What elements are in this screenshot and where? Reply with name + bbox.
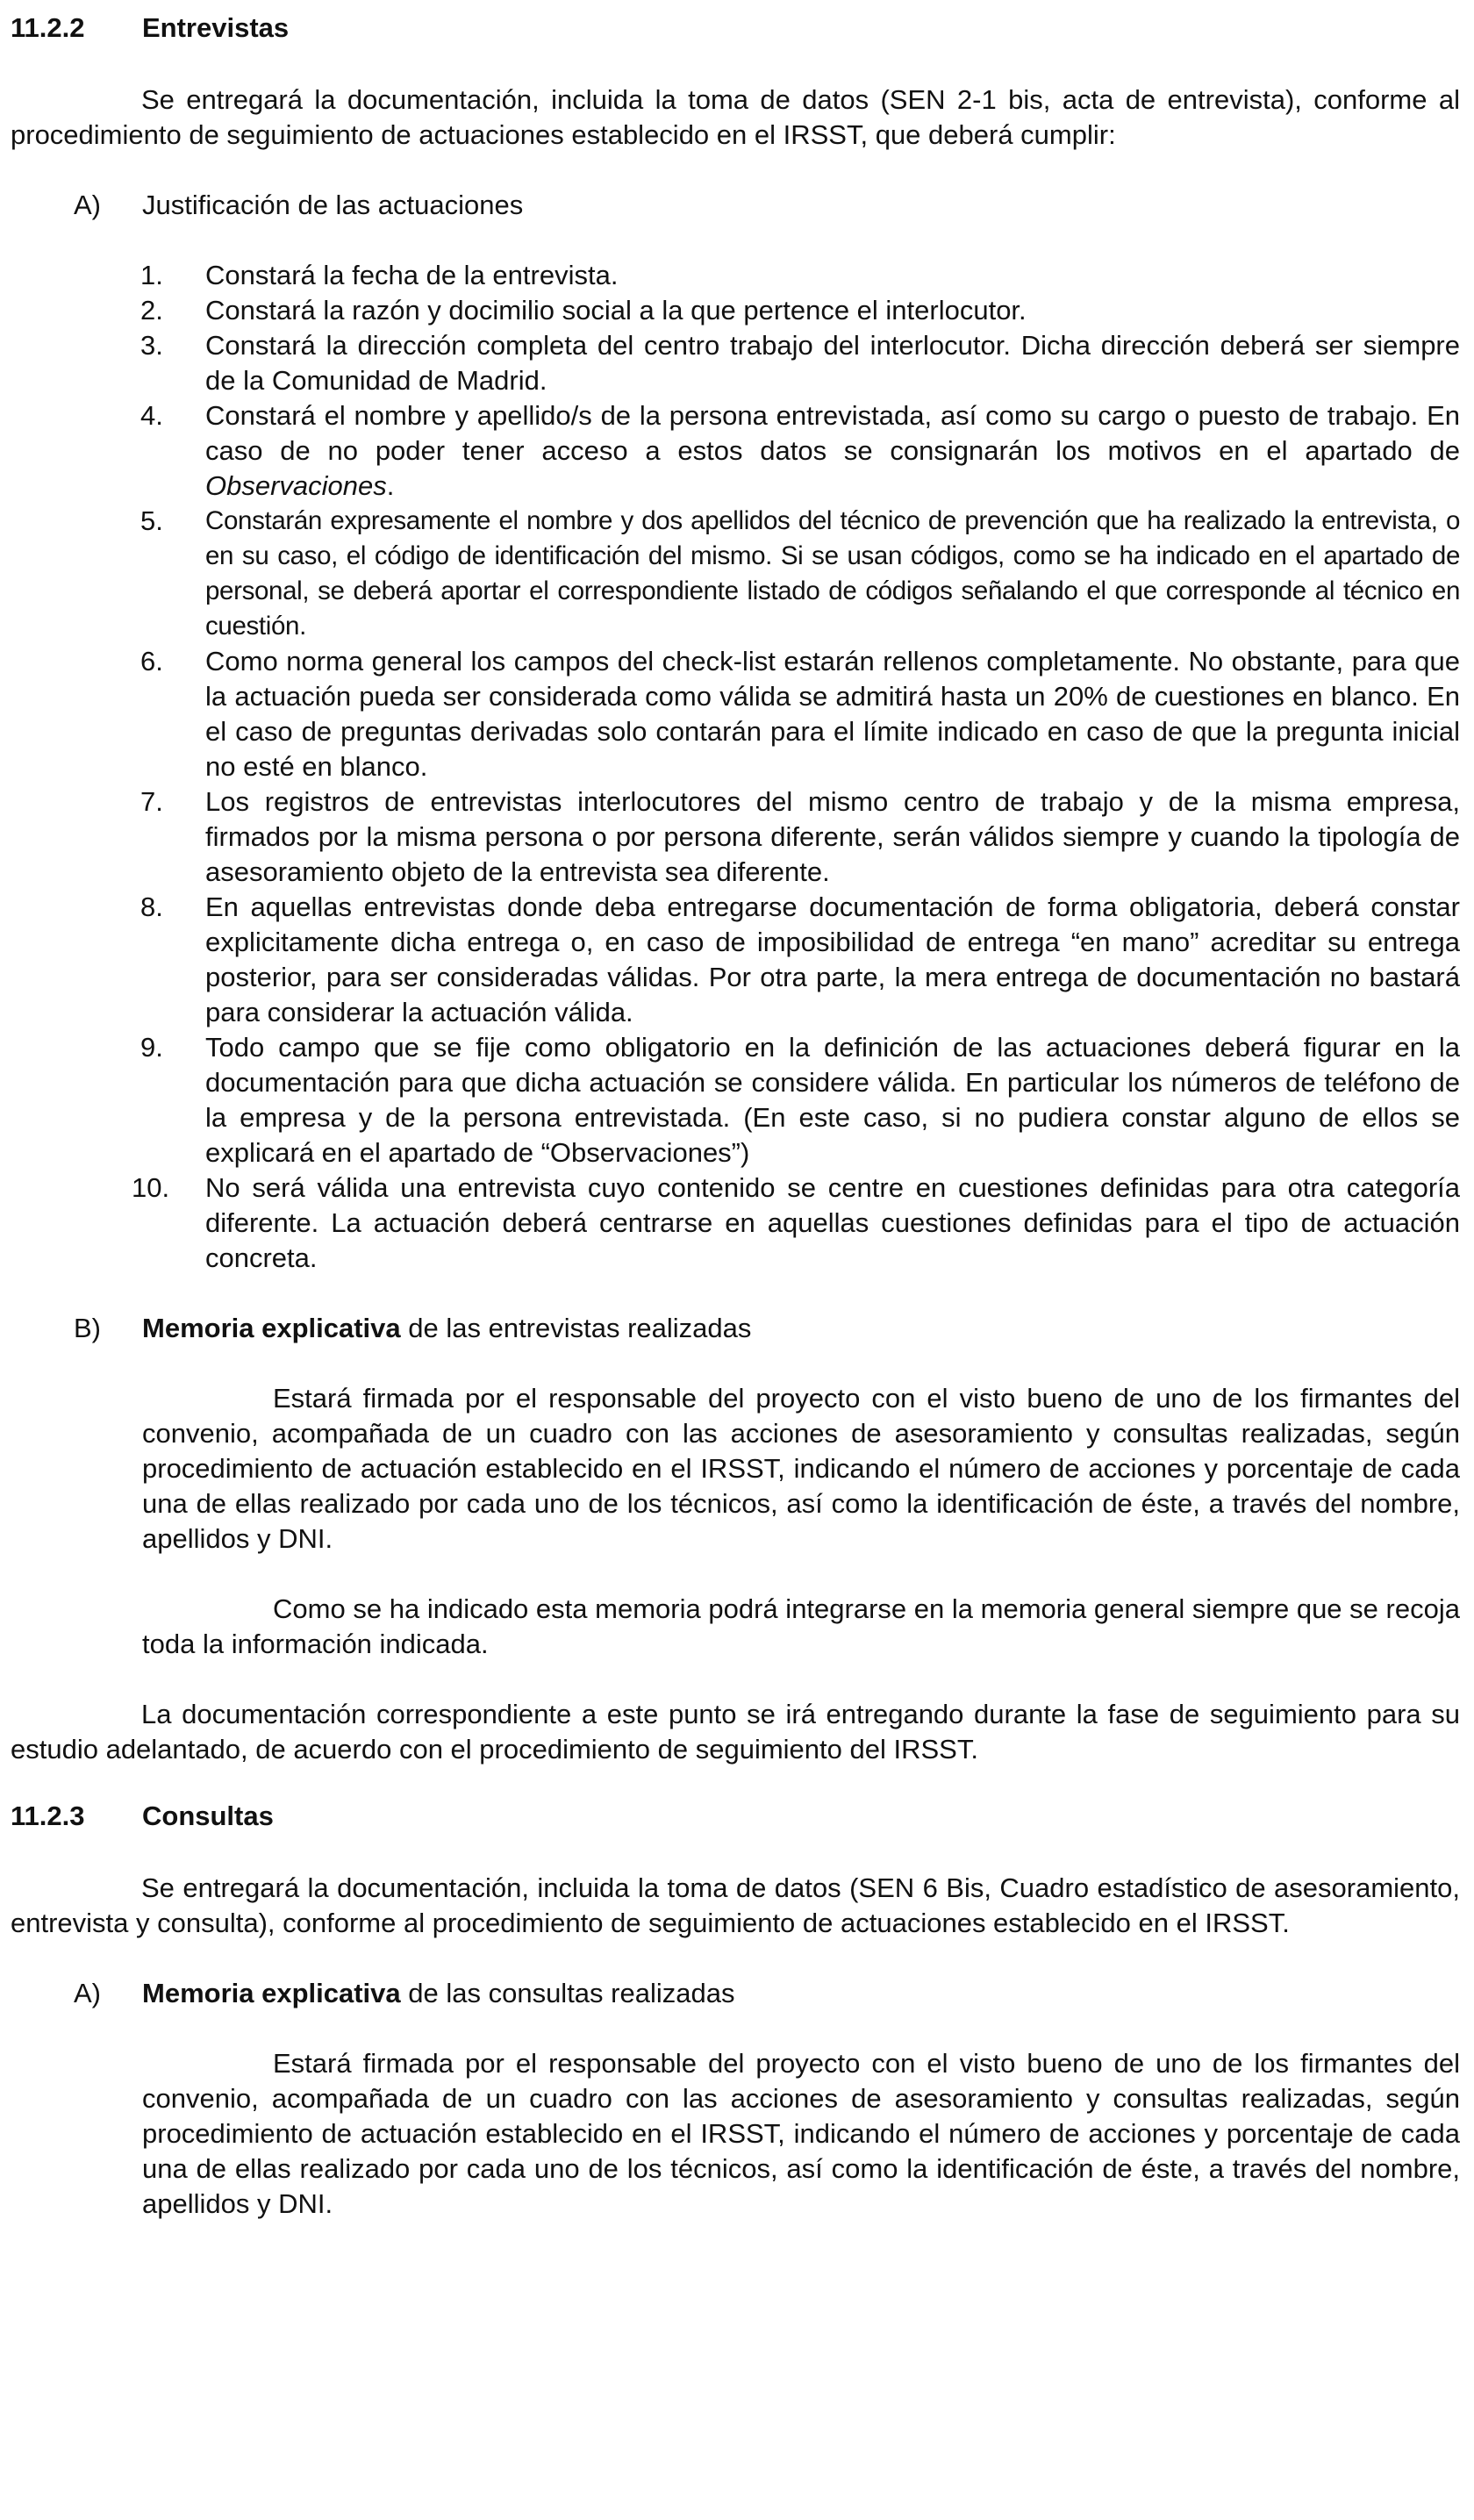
subsection-letter: A) [74, 190, 101, 220]
section-heading-consultas [11, 1799, 1460, 1836]
subsection-b-heading [11, 1311, 1460, 1346]
list-item-text: Constará la razón y docimilio social a la que pertence el interlocutor. [205, 295, 1027, 326]
list-item-text: Constarán expresamente el nombre y dos apellidos del técnico de prevención que ha realizado la entrevista, o en su caso, el código de identificación del mismo. Si se usan códigos, como se ha indicado en el apartado de personal, se deberá aportar el correspondiente listado de códigos señalando el que corresponde al técnico en cuestión. [205, 506, 1460, 641]
list-item [11, 890, 1460, 1030]
memoria-paragraph: Estará firmada por el responsable del proyecto con el visto bueno de uno de los firmantes del convenio, acompañada de un cuadro con las acciones de asesoramiento y consultas realizadas, según procedimiento de actuación establecido en el IRSST, indicando el número de acciones y porcentaje de cada una de ellas realizado por cada uno de los técnicos, así como la identificación de éste, a través del nombre, apellidos y DNI. [142, 2048, 1460, 2219]
subsection-title: Justificación de las actuaciones [142, 190, 524, 220]
requirements-list [11, 258, 1460, 1276]
list-item-text: No será válida una entrevista cuyo contenido se centre en cuestiones definidas para otra categoría diferente. La actuación deberá centrarse en aquellas cuestiones definidas para el tipo de actuación concreta. [205, 1172, 1460, 1273]
subsection-title-rest: de las entrevistas realizadas [400, 1313, 752, 1343]
list-item [11, 644, 1460, 784]
list-item-number: 2. [140, 295, 163, 326]
memoria-block [142, 1381, 1460, 1662]
list-item [11, 258, 1460, 293]
observaciones-term: Observaciones [205, 470, 387, 501]
list-item-text: Constará la dirección completa del centro trabajo del interlocutor. Dicha dirección deberá ser siempre de la Comunidad de Madrid. [205, 330, 1460, 396]
list-item-number: 4. [140, 400, 163, 431]
subsection-a-heading [11, 188, 1460, 223]
list-item-number: 10. [132, 1172, 170, 1203]
intro-paragraph: Se entregará la documentación, incluida la toma de datos (SEN 2-1 bis, acta de entrevista), conforme al procedimiento de seguimiento de actuaciones establecido en el IRSST, que deberá cumplir: [11, 84, 1460, 150]
list-item-number: 8. [140, 891, 163, 922]
list-item-number: 3. [140, 330, 163, 361]
memoria-block [142, 2046, 1460, 2222]
subsection-letter: B) [74, 1313, 101, 1343]
list-item-number: 1. [140, 260, 163, 290]
list-item [11, 398, 1460, 504]
memoria-bold-term: Memoria explicativa [142, 1313, 401, 1343]
list-item-number: 5. [140, 505, 163, 536]
section-title: Entrevistas [142, 12, 290, 43]
list-item [11, 784, 1460, 890]
list-item-text [205, 398, 1460, 504]
list-item-text: En aquellas entrevistas donde deba entregarse documentación de forma obligatoria, deberá constar explicitamente dicha entrega o, en caso de imposibilidad de entrega “en mano” acreditar su entrega posterior, para ser consideradas válidas. Por otra parte, la mera entrega de documentación no bastará para considerar la actuación válida. [205, 891, 1460, 1027]
subsection-letter: A) [74, 1978, 101, 2008]
subsection-title [142, 1976, 734, 2011]
section-number: 11.2.2 [11, 12, 85, 43]
subsection-a-heading [11, 1976, 1460, 2011]
subsection-title [142, 1311, 751, 1346]
memoria-paragraph: Como se ha indicado esta memoria podrá integrarse en la memoria general siempre que se recoja toda la información indicada. [142, 1593, 1460, 1659]
memoria-paragraph: Estará firmada por el responsable del proyecto con el visto bueno de uno de los firmantes del convenio, acompañada de un cuadro con las acciones de asesoramiento y consultas realizadas, según procedimiento de actuación establecido en el IRSST, indicando el número de acciones y porcentaje de cada una de ellas realizado por cada uno de los técnicos, así como la identificación de éste, a través del nombre, apellidos y DNI. [142, 1383, 1460, 1554]
list-item [11, 504, 1460, 644]
list-item [11, 1030, 1460, 1171]
section-heading-entrevistas [11, 11, 1460, 47]
list-item [11, 1171, 1460, 1276]
intro-paragraph: Se entregará la documentación, incluida la toma de datos (SEN 6 Bis, Cuadro estadístico de asesoramiento, entrevista y consulta), conforme al procedimiento de seguimiento de actuaciones establecido en el IRSST. [11, 1872, 1460, 1938]
list-item-number: 6. [140, 646, 163, 677]
list-item-number: 7. [140, 786, 163, 817]
subsection-title-rest: de las consultas realizadas [400, 1978, 735, 2008]
document-page [11, 11, 1460, 2222]
list-item [11, 293, 1460, 328]
section-number: 11.2.3 [11, 1801, 85, 1831]
list-item-text: Los registros de entrevistas interlocutores del mismo centro de trabajo y de la misma empresa, firmados por la misma persona o por persona diferente, serán válidos siempre y cuando la tipología de asesoramiento objeto de la entrevista sea diferente. [205, 786, 1460, 887]
closing-paragraph: La documentación correspondiente a este punto se irá entregando durante la fase de seguimiento para su estudio adelantado, de acuerdo con el procedimiento de seguimiento del IRSST. [11, 1699, 1460, 1765]
memoria-bold-term: Memoria explicativa [142, 1978, 401, 2008]
list-item-text-part: Constará el nombre y apellido/s de la persona entrevistada, así como su cargo o puesto de trabajo. En caso de no poder tener acceso a estos datos se consignarán los motivos en el apartado de [205, 400, 1460, 466]
list-item-number: 9. [140, 1032, 163, 1063]
list-item [11, 328, 1460, 398]
list-item-text-part: . [386, 470, 395, 501]
list-item-text: Como norma general los campos del check-list estarán rellenos completamente. No obstante, para que la actuación pueda ser considerada como válida se admitirá hasta un 20% de cuestiones en blanco. En el caso de preguntas derivadas solo contarán para el límite indicado en caso de que la pregunta inicial no esté en blanco. [205, 646, 1460, 782]
list-item-text: Constará la fecha de la entrevista. [205, 260, 619, 290]
list-item-text: Todo campo que se fije como obligatorio en la definición de las actuaciones deberá figurar en la documentación para que dicha actuación se considere válida. En particular los números de teléfono de la empresa y de la persona entrevistada. (En este caso, si no pudiera constar alguno de ellos se explicará en el apartado de “Observaciones”) [205, 1032, 1460, 1168]
section-title: Consultas [142, 1801, 274, 1831]
